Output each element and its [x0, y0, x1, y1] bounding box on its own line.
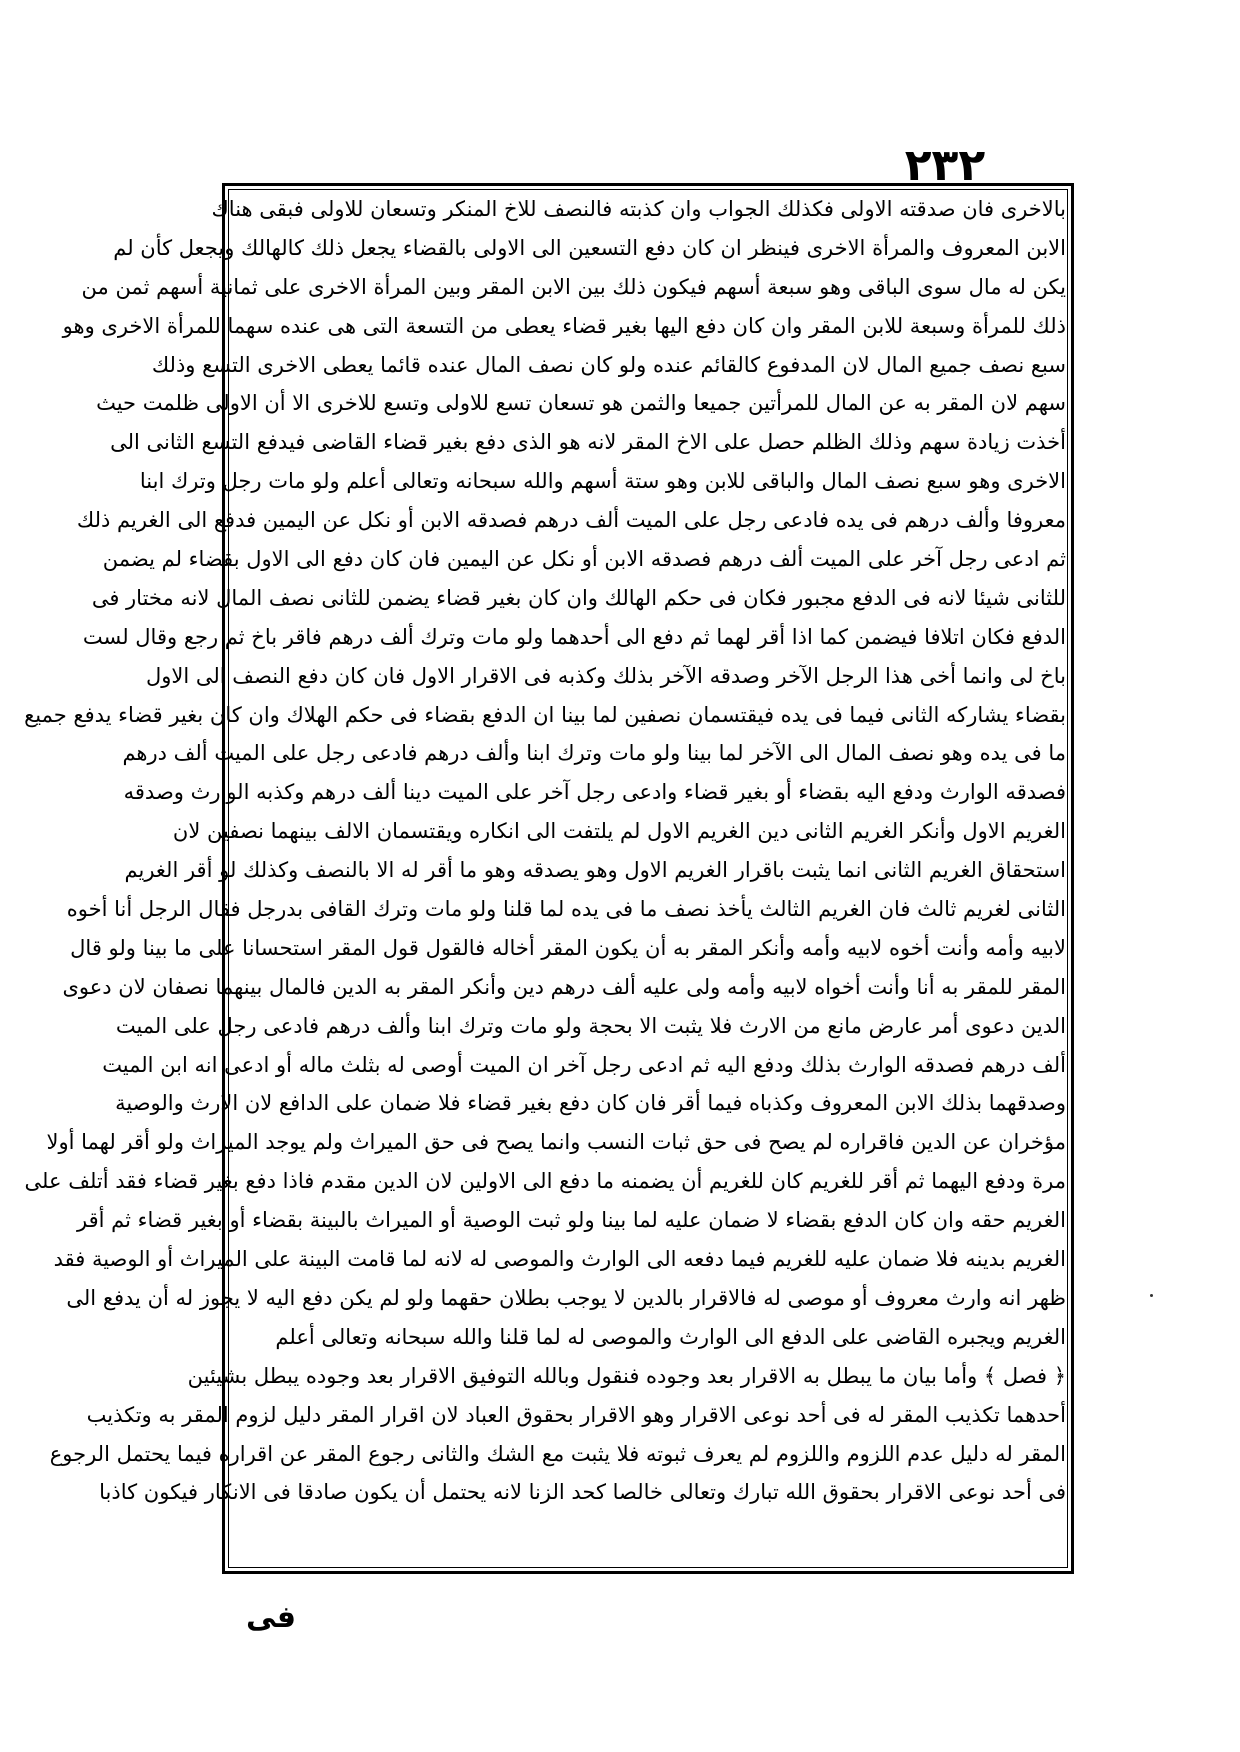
text-line: وصدقهما بذلك الابن المعروف وكذباه فيما أقر فان كان دفع بغير قضاء فلا ضمان على الدافع لان الارث والوصية: [115, 1091, 1066, 1116]
text-line: مؤخران عن الدين فاقراره لم يصح فى حق ثبات النسب وانما يصح فى حق الميراث ولم يوجد الميراث ولو أقر لهما أولا: [46, 1130, 1066, 1155]
margin-mark: [1150, 1294, 1153, 1297]
text-line: المقر للمقر به أنا وأنت أخواه لابيه وأمه ولى عليه ألف درهم دين وأنكر المقر به الدين فالمال بينهما نصفان لان دعوى: [62, 974, 1066, 999]
text-line: بالاخرى فان صدقته الاولى فكذلك الجواب وان كذبته فالنصف للاخ المنكر وتسعان للاولى فبقى هناك: [211, 197, 1066, 221]
text-line: سبع نصف جميع المال لان المدفوع كالقائم عنده ولو كان نصف المال عنده قائما يعطى الاخرى التسع وذلك: [151, 352, 1066, 377]
text-line: أخذت زيادة سهم وذلك الظلم حصل على الاخ المقر لانه هو الذى دفع بغير قضاء القاضى فيدفع التسع الثانى الى: [110, 430, 1066, 455]
text-line: الابن المعروف والمرأة الاخرى فينظر ان كان دفع التسعين الى الاولى بالقضاء يجعل ذلك كالهالك ويجعل كأن لم: [113, 235, 1066, 260]
text-line: أحدهما تكذيب المقر له فى أحد نوعى الاقرار وهو الاقرار بحقوق العباد لان اقرار المقر دليل لزوم المقر به وتكذيب: [86, 1402, 1066, 1427]
text-body: [24, 190, 1066, 1512]
text-line: استحقاق الغريم الثانى انما يثبت باقرار الغريم الاول وهو يصدقه وهو ما أقر له الا بالنصف وكذلك لو أقر الغريم: [124, 858, 1066, 883]
text-line: الغريم بدينه فلا ضمان عليه للغريم فيما دفعه الى الوارث والموصى له لانه لما قامت البينة على الميراث أو الوصية فقد: [53, 1247, 1066, 1272]
text-line: فصدقه الوارث ودفع اليه بقضاء أو بغير قضاء وادعى رجل آخر على الميت دينا ألف درهم وكذبه الوارث وصدقه: [123, 780, 1066, 805]
text-line: ثم ادعى رجل آخر على الميت ألف درهم فصدقه الابن أو نكل عن اليمين فان كان دفع الى الاول بقضاء لم يضمن: [102, 547, 1066, 572]
text-line: الغريم الاول وأنكر الغريم الثانى دين الغريم الاول لم يلتفت الى انكاره ويقتسمان الالف بينهما نصفين لان: [172, 819, 1066, 844]
text-line: فى أحد نوعى الاقرار بحقوق الله تبارك وتعالى خالصا كحد الزنا لانه يحتمل أن يكون صادقا فى الانكار فيكون كاذبا: [99, 1480, 1066, 1505]
text-line: مرة ودفع اليهما ثم أقر للغريم كان للغريم أن يضمنه ما دفع الى الاولين لان الدين مقدم فاذا دفع بغير قضاء فقد أتلف على: [24, 1169, 1066, 1194]
text-line: يكن له مال سوى الباقى وهو سبعة أسهم فيكون ذلك بين الابن المقر وبين المرأة الاخرى على ثمانية أسهم ثمن من: [81, 274, 1066, 299]
text-line: ذلك للمرأة وسبعة للابن المقر وان كان دفع اليها بغير قضاء يعطى من التسعة التى هى عنده سهما للمرأة الاخرى وهو: [62, 313, 1066, 338]
text-line: الغريم حقه وان كان الدفع بقضاء لا ضمان عليه لما بينا ولو ثبت الوصية أو الميراث بالبينة بقضاء أو بغير قضاء ثم أقر: [77, 1208, 1066, 1233]
text-line: ظهر انه وارث معروف أو موصى له فالاقرار بالدين لا يوجب بطلان حقهما ولو لم يكن دفع اليه لا يجوز له أن يدفع الى: [66, 1285, 1066, 1310]
text-line: الدفع فكان اتلافا فيضمن كما اذا أقر لهما ثم دفع الى أحدهما ولو مات وترك ألف درهم فاقر باخ ثم رجع وقال لست: [82, 624, 1066, 649]
catchword: فى: [246, 1600, 296, 1635]
text-line: الغريم ويجبره القاضى على الدفع الى الوارث والموصى له لما قلنا والله سبحانه وتعالى أعلم: [275, 1324, 1066, 1349]
text-line: بقضاء يشاركه الثانى فيما فى يده فيقتسمان نصفين لما بينا ان الدفع بقضاء فى حكم الهلاك وان كان بغير قضاء يدفع جميع: [24, 702, 1066, 727]
text-line: ما فى يده وهو نصف المال الى الآخر لما بينا ولو مات وترك ابنا وألف درهم فادعى رجل على الميت ألف درهم: [122, 741, 1066, 766]
text-line: معروفا وألف درهم فى يده فادعى رجل على الميت ألف درهم فصدقه الابن أو نكل عن اليمين فدفع الى الغريم ذلك: [76, 508, 1066, 533]
text-line: باخ لى وانما أخى هذا الرجل الآخر وصدقه الآخر بذلك وكذبه فى الاقرار الاول فان كان دفع النصف الى الاول: [145, 663, 1066, 688]
page-number: ٢٣٢: [904, 140, 986, 191]
text-line: ﴿ فصل ﴾ وأما بيان ما يبطل به الاقرار بعد وجوده فنقول وبالله التوفيق الاقرار بعد وجوده يبطل بشيئين: [187, 1363, 1066, 1388]
text-line: الاخرى وهو سبع نصف المال والباقى للابن وهو ستة أسهم والله سبحانه وتعالى أعلم ولو مات رجل وترك ابنا: [139, 469, 1066, 494]
text-line: ألف درهم فصدقه الوارث بذلك ودفع اليه ثم ادعى رجل آخر ان الميت أوصى له بثلث ماله أو ادعى انه ابن الميت: [102, 1052, 1066, 1077]
text-line: سهم لان المقر به عن المال للمرأتين جميعا والثمن هو تسعان تسع للاولى وتسع للاخرى الا أن الاولى ظلمت حيث: [96, 391, 1066, 416]
text-line: الدين دعوى أمر عارض مانع من الارث فلا يثبت الا بحجة ولو مات وترك ابنا وألف درهم فادعى رجل على الميت: [115, 1013, 1066, 1038]
text-line: المقر له دليل عدم اللزوم واللزوم لم يعرف ثبوته فلا يثبت مع الشك والثانى رجوع المقر عن اقراره فيما يحتمل الرجوع: [49, 1441, 1066, 1466]
text-line: لابيه وأمه وأنت أخوه لابيه وأمه وأنكر المقر به أن يكون المقر أخاله فالقول قول المقر استحسانا على ما بينا ولو قال: [70, 935, 1066, 960]
text-line: للثانى شيئا لانه فى الدفع مجبور فكان فى حكم الهالك وان كان بغير قضاء يضمن للثانى نصف المال لانه مختار فى: [91, 585, 1066, 610]
text-line: الثانى لغريم ثالث فان الغريم الثالث يأخذ نصف ما فى يده لما قلنا ولو مات وترك القافى بدرجل فقال الرجل أنا أخوه: [66, 897, 1066, 922]
